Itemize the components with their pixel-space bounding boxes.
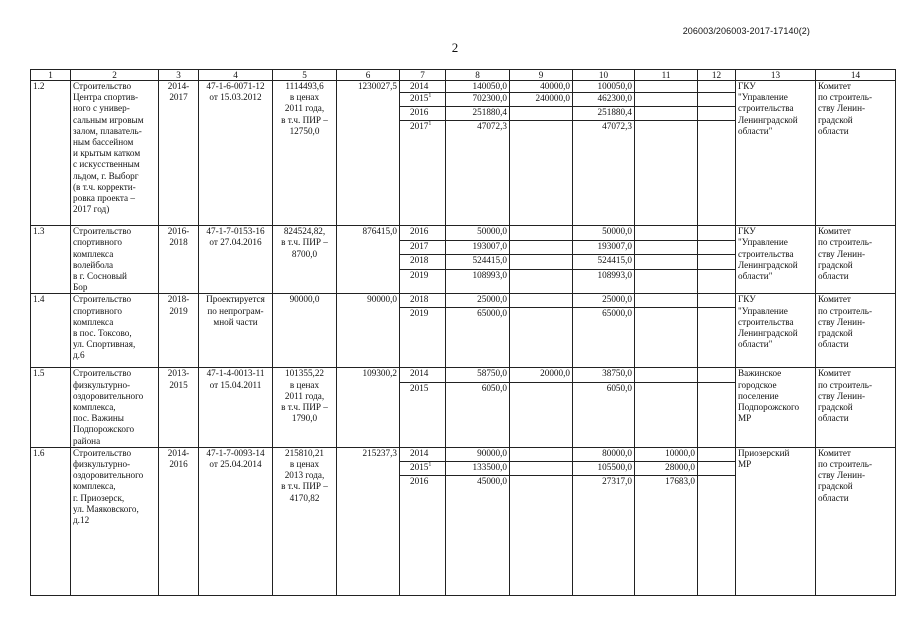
year-cell: [400, 475, 446, 595]
local-budget: [635, 93, 698, 107]
expertise-conclusion: 47-1-6-0071-12 от 15.03.2012: [199, 81, 273, 226]
local-budget: [635, 368, 698, 383]
other-sources: [698, 269, 736, 294]
year-cell: [400, 368, 446, 383]
federal-budget: 20000,0: [510, 368, 573, 383]
other-sources: [698, 461, 736, 475]
federal-budget: 40000,0: [510, 81, 573, 93]
column-header: 9: [510, 70, 573, 81]
estimated-cost: 1114493,6 в ценах 2011 года, в т.ч. ПИР – 12750,0: [273, 81, 337, 226]
federal-budget: [510, 255, 573, 269]
regional-budget: 100050,0: [573, 81, 635, 93]
other-sources: [698, 294, 736, 308]
local-budget: [635, 294, 698, 308]
year-value: 2014: [410, 447, 429, 458]
column-header: 5: [273, 70, 337, 81]
year-total: 524415,0: [446, 255, 510, 269]
federal-budget: [510, 461, 573, 475]
year-value: 2019: [410, 308, 429, 319]
year-total: 108993,0: [446, 269, 510, 294]
column-header: 3: [159, 70, 199, 81]
year-total: 193007,0: [446, 240, 510, 254]
column-header: 14: [816, 70, 896, 81]
column-header: 11: [635, 70, 698, 81]
year-value: 2014: [410, 368, 429, 379]
local-budget: 28000,0: [635, 461, 698, 475]
local-budget: [635, 308, 698, 368]
expertise-conclusion: 47-1-7-0153-16 от 27.04.2016: [199, 226, 273, 294]
main-recipient: Комитет по строитель- ству Ленин- градской области: [816, 447, 896, 595]
federal-budget: [510, 294, 573, 308]
year-total: 251880,4: [446, 107, 510, 121]
customer: ГКУ "Управление строительства Ленинградской области": [736, 294, 816, 368]
year-total: 58750,0: [446, 368, 510, 383]
year-total: 702300,0: [446, 93, 510, 107]
column-header: 12: [698, 70, 736, 81]
year-value: 2014: [410, 81, 429, 91]
federal-budget: [510, 240, 573, 254]
customer: Важинское городское поселение Подпорожского МР: [736, 368, 816, 447]
year-total: 25000,0: [446, 294, 510, 308]
year-total: 133500,0: [446, 461, 510, 475]
other-sources: [698, 255, 736, 269]
regional-budget: 65000,0: [573, 308, 635, 368]
federal-budget: [510, 269, 573, 294]
year-total: 6050,0: [446, 383, 510, 447]
year-total: 90000,0: [446, 447, 510, 461]
total-funding: 90000,0: [337, 294, 400, 368]
column-header: 1: [31, 70, 71, 81]
federal-budget: [510, 308, 573, 368]
year-cell: [400, 255, 446, 269]
main-recipient: Комитет по строитель- ству Ленин- градской области: [816, 294, 896, 368]
local-budget: [635, 255, 698, 269]
other-sources: [698, 308, 736, 368]
document-id: 206003/206003-2017-17140(2): [682, 26, 810, 36]
year-cell: [400, 269, 446, 294]
regional-budget: 6050,0: [573, 383, 635, 447]
other-sources: [698, 107, 736, 121]
year-value: 2015: [410, 383, 429, 394]
other-sources: [698, 81, 736, 93]
local-budget: [635, 383, 698, 447]
footnote-mark: 1: [428, 93, 432, 100]
construction-period: 2014- 2017: [159, 81, 199, 226]
local-budget: [635, 107, 698, 121]
regional-budget: 80000,0: [573, 447, 635, 461]
estimated-cost: 101355,22 в ценах 2011 года, в т.ч. ПИР – 1790,0: [273, 368, 337, 447]
year-value: 2019: [410, 269, 429, 280]
item-number: 1.4: [31, 294, 71, 368]
year-value: 2017: [410, 121, 429, 132]
year-cell: [400, 461, 446, 475]
regional-budget: 105500,0: [573, 461, 635, 475]
federal-budget: 240000,0: [510, 93, 573, 107]
estimated-cost: 215810,21 в ценах 2013 года, в т.ч. ПИР – 4170,82: [273, 447, 337, 595]
main-recipient: Комитет по строитель- ству Ленин- градской области: [816, 226, 896, 294]
object-name: Строительство спортивного комплекса в пос. Токсово, ул. Спортивная, д.6: [71, 294, 159, 368]
local-budget: [635, 121, 698, 226]
other-sources: [698, 368, 736, 383]
total-funding: 215237,3: [337, 447, 400, 595]
year-cell: [400, 93, 446, 107]
expertise-conclusion: 47-1-4-0013-11 от 15.04.2011: [199, 368, 273, 447]
year-cell: [400, 240, 446, 254]
regional-budget: 47072,3: [573, 121, 635, 226]
column-header: 2: [71, 70, 159, 81]
item-number: 1.2: [31, 81, 71, 226]
table-row: [31, 447, 896, 461]
footnote-mark: 1: [428, 121, 432, 128]
page-number: 2: [451, 40, 459, 55]
local-budget: 10000,0: [635, 447, 698, 461]
customer: ГКУ "Управление строительства Ленинградской области": [736, 81, 816, 226]
year-cell: [400, 121, 446, 226]
regional-budget: 27317,0: [573, 475, 635, 595]
federal-budget: [510, 447, 573, 461]
regional-budget: 38750,0: [573, 368, 635, 383]
table-row: [31, 368, 896, 383]
item-number: 1.5: [31, 368, 71, 447]
regional-budget: 193007,0: [573, 240, 635, 254]
year-value: 2015: [410, 461, 429, 472]
regional-budget: 25000,0: [573, 294, 635, 308]
total-funding: 109300,2: [337, 368, 400, 447]
column-header: 13: [736, 70, 816, 81]
program-table: [30, 69, 896, 596]
main-recipient: Комитет по строитель- ству Ленин- градской области: [816, 81, 896, 226]
table-row: [31, 81, 896, 93]
column-header: 6: [337, 70, 400, 81]
column-header: 8: [446, 70, 510, 81]
federal-budget: [510, 121, 573, 226]
regional-budget: 462300,0: [573, 93, 635, 107]
year-total: 45000,0: [446, 475, 510, 595]
other-sources: [698, 226, 736, 240]
object-name: Строительство физкультурно- оздоровительного комплекса, г. Приозерск, ул. Маяковского, д.12: [71, 447, 159, 595]
regional-budget: 50000,0: [573, 226, 635, 240]
local-budget: [635, 226, 698, 240]
local-budget: [635, 81, 698, 93]
total-funding: 1230027,5: [337, 81, 400, 226]
federal-budget: [510, 383, 573, 447]
construction-period: 2013- 2015: [159, 368, 199, 447]
year-cell: [400, 383, 446, 447]
object-name: Строительство физкультурно- оздоровительного комплекса, пос. Важины Подпорожского района: [71, 368, 159, 447]
year-cell: [400, 81, 446, 93]
other-sources: [698, 121, 736, 226]
local-budget: [635, 240, 698, 254]
table-row: [31, 226, 896, 240]
item-number: 1.3: [31, 226, 71, 294]
year-value: 2016: [410, 226, 429, 237]
table-row: [31, 294, 896, 308]
federal-budget: [510, 107, 573, 121]
year-total: 47072,3: [446, 121, 510, 226]
year-cell: [400, 308, 446, 368]
regional-budget: 524415,0: [573, 255, 635, 269]
year-cell: [400, 294, 446, 308]
local-budget: [635, 269, 698, 294]
year-value: 2016: [410, 107, 429, 118]
column-header: 7: [400, 70, 446, 81]
other-sources: [698, 447, 736, 461]
item-number: 1.6: [31, 447, 71, 595]
other-sources: [698, 93, 736, 107]
year-total: 50000,0: [446, 226, 510, 240]
expertise-conclusion: 47-1-7-0093-14 от 25.04.2014: [199, 447, 273, 595]
estimated-cost: 90000,0: [273, 294, 337, 368]
year-value: 2018: [410, 294, 429, 305]
other-sources: [698, 240, 736, 254]
year-value: 2018: [410, 255, 429, 266]
federal-budget: [510, 475, 573, 595]
total-funding: 876415,0: [337, 226, 400, 294]
footnote-mark: 1: [428, 461, 432, 468]
year-cell: [400, 447, 446, 461]
year-value: 2016: [410, 475, 429, 486]
column-number-row: [31, 70, 896, 81]
federal-budget: [510, 226, 573, 240]
column-header: 10: [573, 70, 635, 81]
main-recipient: Комитет по строитель- ству Ленин- градской области: [816, 368, 896, 447]
year-cell: [400, 107, 446, 121]
object-name: Строительство Центра спортив- ного с универ- сальным игровым залом, плаватель- ным бассейном и крытым катком с искусственным льдом, г. Выборг (в т.ч. корректи- ровка проекта – 2017 год): [71, 81, 159, 226]
construction-period: 2018- 2019: [159, 294, 199, 368]
year-value: 2017: [410, 240, 429, 251]
regional-budget: 251880,4: [573, 107, 635, 121]
expertise-conclusion: Проектируется по непрограм- мной части: [199, 294, 273, 368]
year-cell: [400, 226, 446, 240]
estimated-cost: 824524,82, в т.ч. ПИР – 8700,0: [273, 226, 337, 294]
column-header: 4: [199, 70, 273, 81]
construction-period: 2016- 2018: [159, 226, 199, 294]
construction-period: 2014- 2016: [159, 447, 199, 595]
year-total: 140050,0: [446, 81, 510, 93]
other-sources: [698, 475, 736, 595]
year-value: 2015: [410, 93, 429, 104]
year-total: 65000,0: [446, 308, 510, 368]
local-budget: 17683,0: [635, 475, 698, 595]
regional-budget: 108993,0: [573, 269, 635, 294]
customer: ГКУ "Управление строительства Ленинградской области": [736, 226, 816, 294]
object-name: Строительство спортивного комплекса волейбола в г. Сосновый Бор: [71, 226, 159, 294]
other-sources: [698, 383, 736, 447]
customer: Приозерский МР: [736, 447, 816, 595]
